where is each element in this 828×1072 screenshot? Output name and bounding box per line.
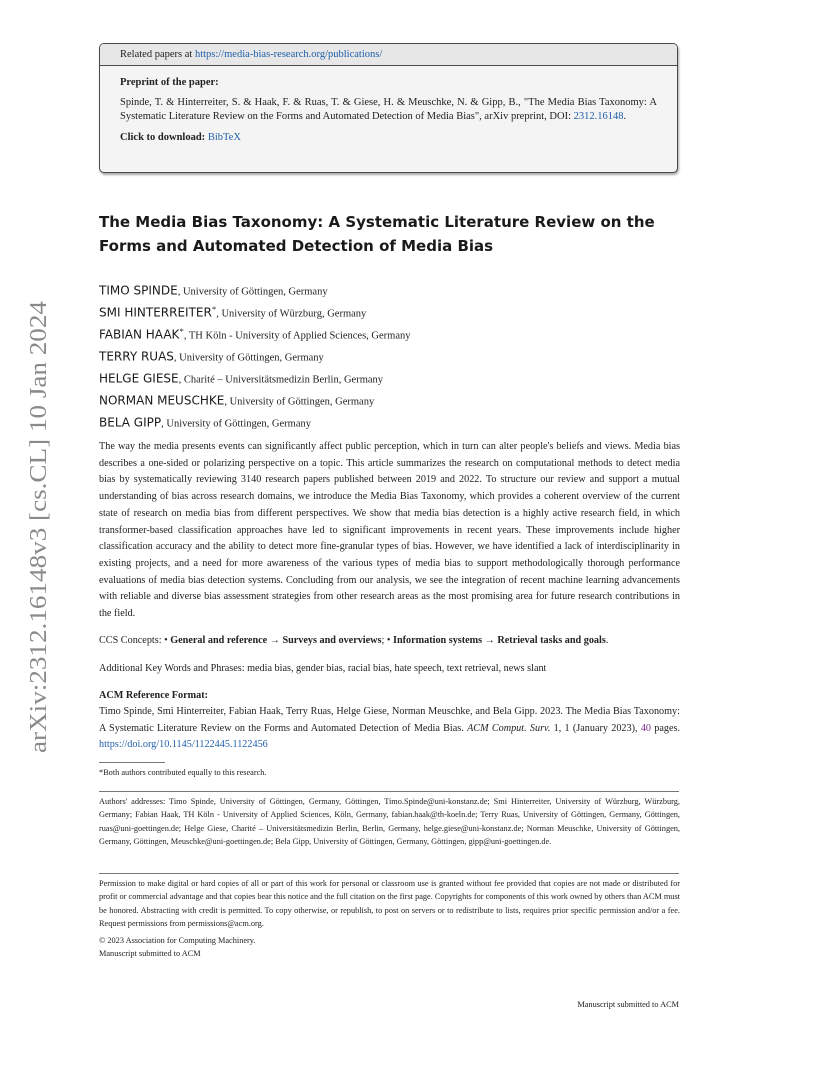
author-row — [99, 343, 699, 365]
abstract: The way the media presents events can significantly affect public perception, which in turn can alter people's beliefs and views. Media bias describes a one-sided or polarizing perspective on a topic. This article summarizes the research on computational methods to detect media bias by systematically reviewing 3140 research papers published between 2019 and 2022. To structure our review and support a mutual understanding of bias across research domains, we introduce the Media Bias Taxonomy, which provides a coherent overview of the current state of research on media bias from different perspectives. We show that media bias detection is a highly active research field, in which transformer-based classification approaches have led to significant improvements in recent years. These improvements include higher classification accuracy and the ability to detect more fine-granular types of bias. However, we have identified a lack of interdisciplinarity in existing projects, and a need for more awareness of the various types of media bias to support methodologically thorough performance evaluations of media bias detection systems. Concluding from our analysis, we see the integration of recent machine learning advancements with reliable and diverse bias assessment strategies from other research areas as the most promising area for future research contributions in the field. — [99, 441, 680, 620]
ccs-concepts — [99, 633, 680, 649]
author-name: BELA GIPP — [99, 415, 162, 430]
ccs-concept-2: Information systems → Retrieval tasks and goals — [393, 635, 606, 646]
author-row — [99, 321, 699, 343]
author-name: NORMAN MEUSCHKE — [99, 393, 225, 408]
paper-title: The Media Bias Taxonomy: A Systematic Literature Review on the Forms and Automated Detection of Media Bias — [99, 213, 655, 255]
doi-link[interactable]: 2312.16148 — [573, 111, 624, 122]
preprint-heading: Preprint of the paper: — [120, 77, 219, 88]
author-mark: * — [211, 304, 217, 314]
reference-heading: ACM Reference Format: — [99, 690, 208, 701]
author-name: HELGE GIESE — [99, 371, 179, 386]
citation-end: . — [623, 111, 627, 122]
reference-doi-link[interactable]: https://doi.org/10.1145/1122445.1122456 — [99, 739, 268, 750]
pages-suffix: pages. — [651, 722, 681, 734]
author-affiliation: , University of Göttingen, Germany — [224, 396, 375, 408]
related-papers-link[interactable]: https://media-bias-research.org/publications/ — [194, 49, 383, 60]
page-footer: Manuscript submitted to ACM — [577, 1000, 679, 1009]
reference-text: Timo Spinde, Smi Hinterreiter, Fabian Haak, Terry Ruas, Helge Giese, Norman Meuschke, and Bela Gipp. 2023. The Media Bias Taxonomy: A Systematic Literature Review on the Forms and Automated Detection of Media Bias. — [99, 706, 680, 734]
author-row — [99, 409, 699, 431]
copyright-block — [99, 934, 255, 961]
ccs-concept-1: General and reference → Surveys and overviews — [170, 635, 382, 646]
author-row — [99, 277, 699, 299]
related-papers-box — [99, 43, 678, 173]
author-affiliation: , Charité – Universitätsmedizin Berlin, Germany — [178, 374, 384, 386]
author-affiliation: , University of Würzburg, Germany — [216, 308, 367, 320]
author-name: SMI HINTERREITER — [99, 305, 212, 320]
author-row — [99, 387, 699, 409]
author-list — [99, 277, 699, 431]
author-addresses: Authors' addresses: Timo Spinde, University of Göttingen, Germany, Göttingen, Timo.Spinde@uni-konstanz.de; Smi Hinterreiter, University of Würzburg, Würzburg, Germany; Fabian Haak, TH Köln - University of Applied Sciences, Köln, Germany, fabian.haak@th-koeln.de; Terry Ruas, University of Göttingen, Germany, Göttingen, ruas@uni-goettingen.de; Helge Giese, Charité – Universitätsmedizin Berlin, Berlin, Germany, helge.giese@uni-konstanz.de; Norman Meuschke, University of Göttingen, Germany, Göttingen, Meuschke@uni-goettingen.de; Bela Gipp, University of Göttingen, Germany, Göttingen, gipp@uni-goettingen.de. — [99, 797, 680, 846]
ccs-separator: ; • — [381, 635, 393, 646]
keywords: Additional Key Words and Phrases: media bias, gender bias, racial bias, hate speech, text retrieval, news slant — [99, 663, 547, 674]
arxiv-id: arXiv:2312.16148v3 [cs.CL] 10 Jan 2024 — [26, 353, 52, 753]
permission-notice: Permission to make digital or hard copies of all or part of this work for personal or classroom use is granted without fee provided that copies are not made or distributed for profit or commercial advantage and that copies bear this notice and the full citation on the first page. Copyrights for components of this work owned by others than ACM must be honored. Abstracting with credit is permitted. To copy otherwise, or republish, to post on servers or to redistribute to lists, requires prior specific permission and/or a fee. Request permissions from permissions@acm.org. — [99, 879, 680, 928]
reference-format — [99, 704, 680, 754]
footnote-rule — [99, 762, 165, 763]
address-rule — [99, 791, 679, 792]
preprint-info — [100, 66, 677, 145]
pages-link[interactable]: 40 — [640, 722, 651, 734]
download-row — [120, 131, 657, 146]
author-mark: * — [179, 326, 184, 336]
download-label: Click to download: — [120, 131, 208, 143]
arxiv-sidebar-stamp — [15, 298, 57, 758]
author-name: TERRY RUAS — [99, 349, 174, 364]
citation-text: Spinde, T. & Hinterreiter, S. & Haak, F. & Ruas, T. & Giese, H. & Meuschke, N. & Gipp, B., "The Media Bias Taxonomy: A Systematic Literature Review on the Forms and Automated Detection of Media Bias", arXiv preprint, DOI: — [120, 96, 657, 122]
reference-volume: 1, 1 (January 2023), — [550, 722, 641, 734]
author-affiliation: , University of Göttingen, Germany — [177, 286, 328, 298]
author-row — [99, 365, 699, 387]
preprint-citation — [120, 96, 657, 125]
author-affiliation: , University of Göttingen, Germany — [173, 352, 324, 364]
author-name: TIMO SPINDE — [99, 283, 178, 298]
author-name: FABIAN HAAK — [99, 327, 180, 342]
ccs-label: CCS Concepts: • — [99, 635, 171, 646]
submitted-note: Manuscript submitted to ACM — [99, 949, 201, 959]
ccs-end: . — [605, 635, 609, 646]
author-affiliation: , TH Köln - University of Applied Sciences, Germany — [183, 330, 411, 342]
footnote: *Both authors contributed equally to this research. — [99, 768, 267, 777]
copyright: © 2023 Association for Computing Machinery. — [99, 936, 256, 945]
author-row — [99, 299, 699, 321]
related-prefix: Related papers at — [120, 49, 195, 60]
bibtex-link[interactable]: BibTeX — [207, 131, 241, 143]
reference-journal: ACM Comput. Surv. — [467, 722, 551, 734]
permission-rule — [99, 873, 679, 874]
author-affiliation: , University of Göttingen, Germany — [161, 418, 311, 430]
related-papers-header — [100, 44, 677, 66]
